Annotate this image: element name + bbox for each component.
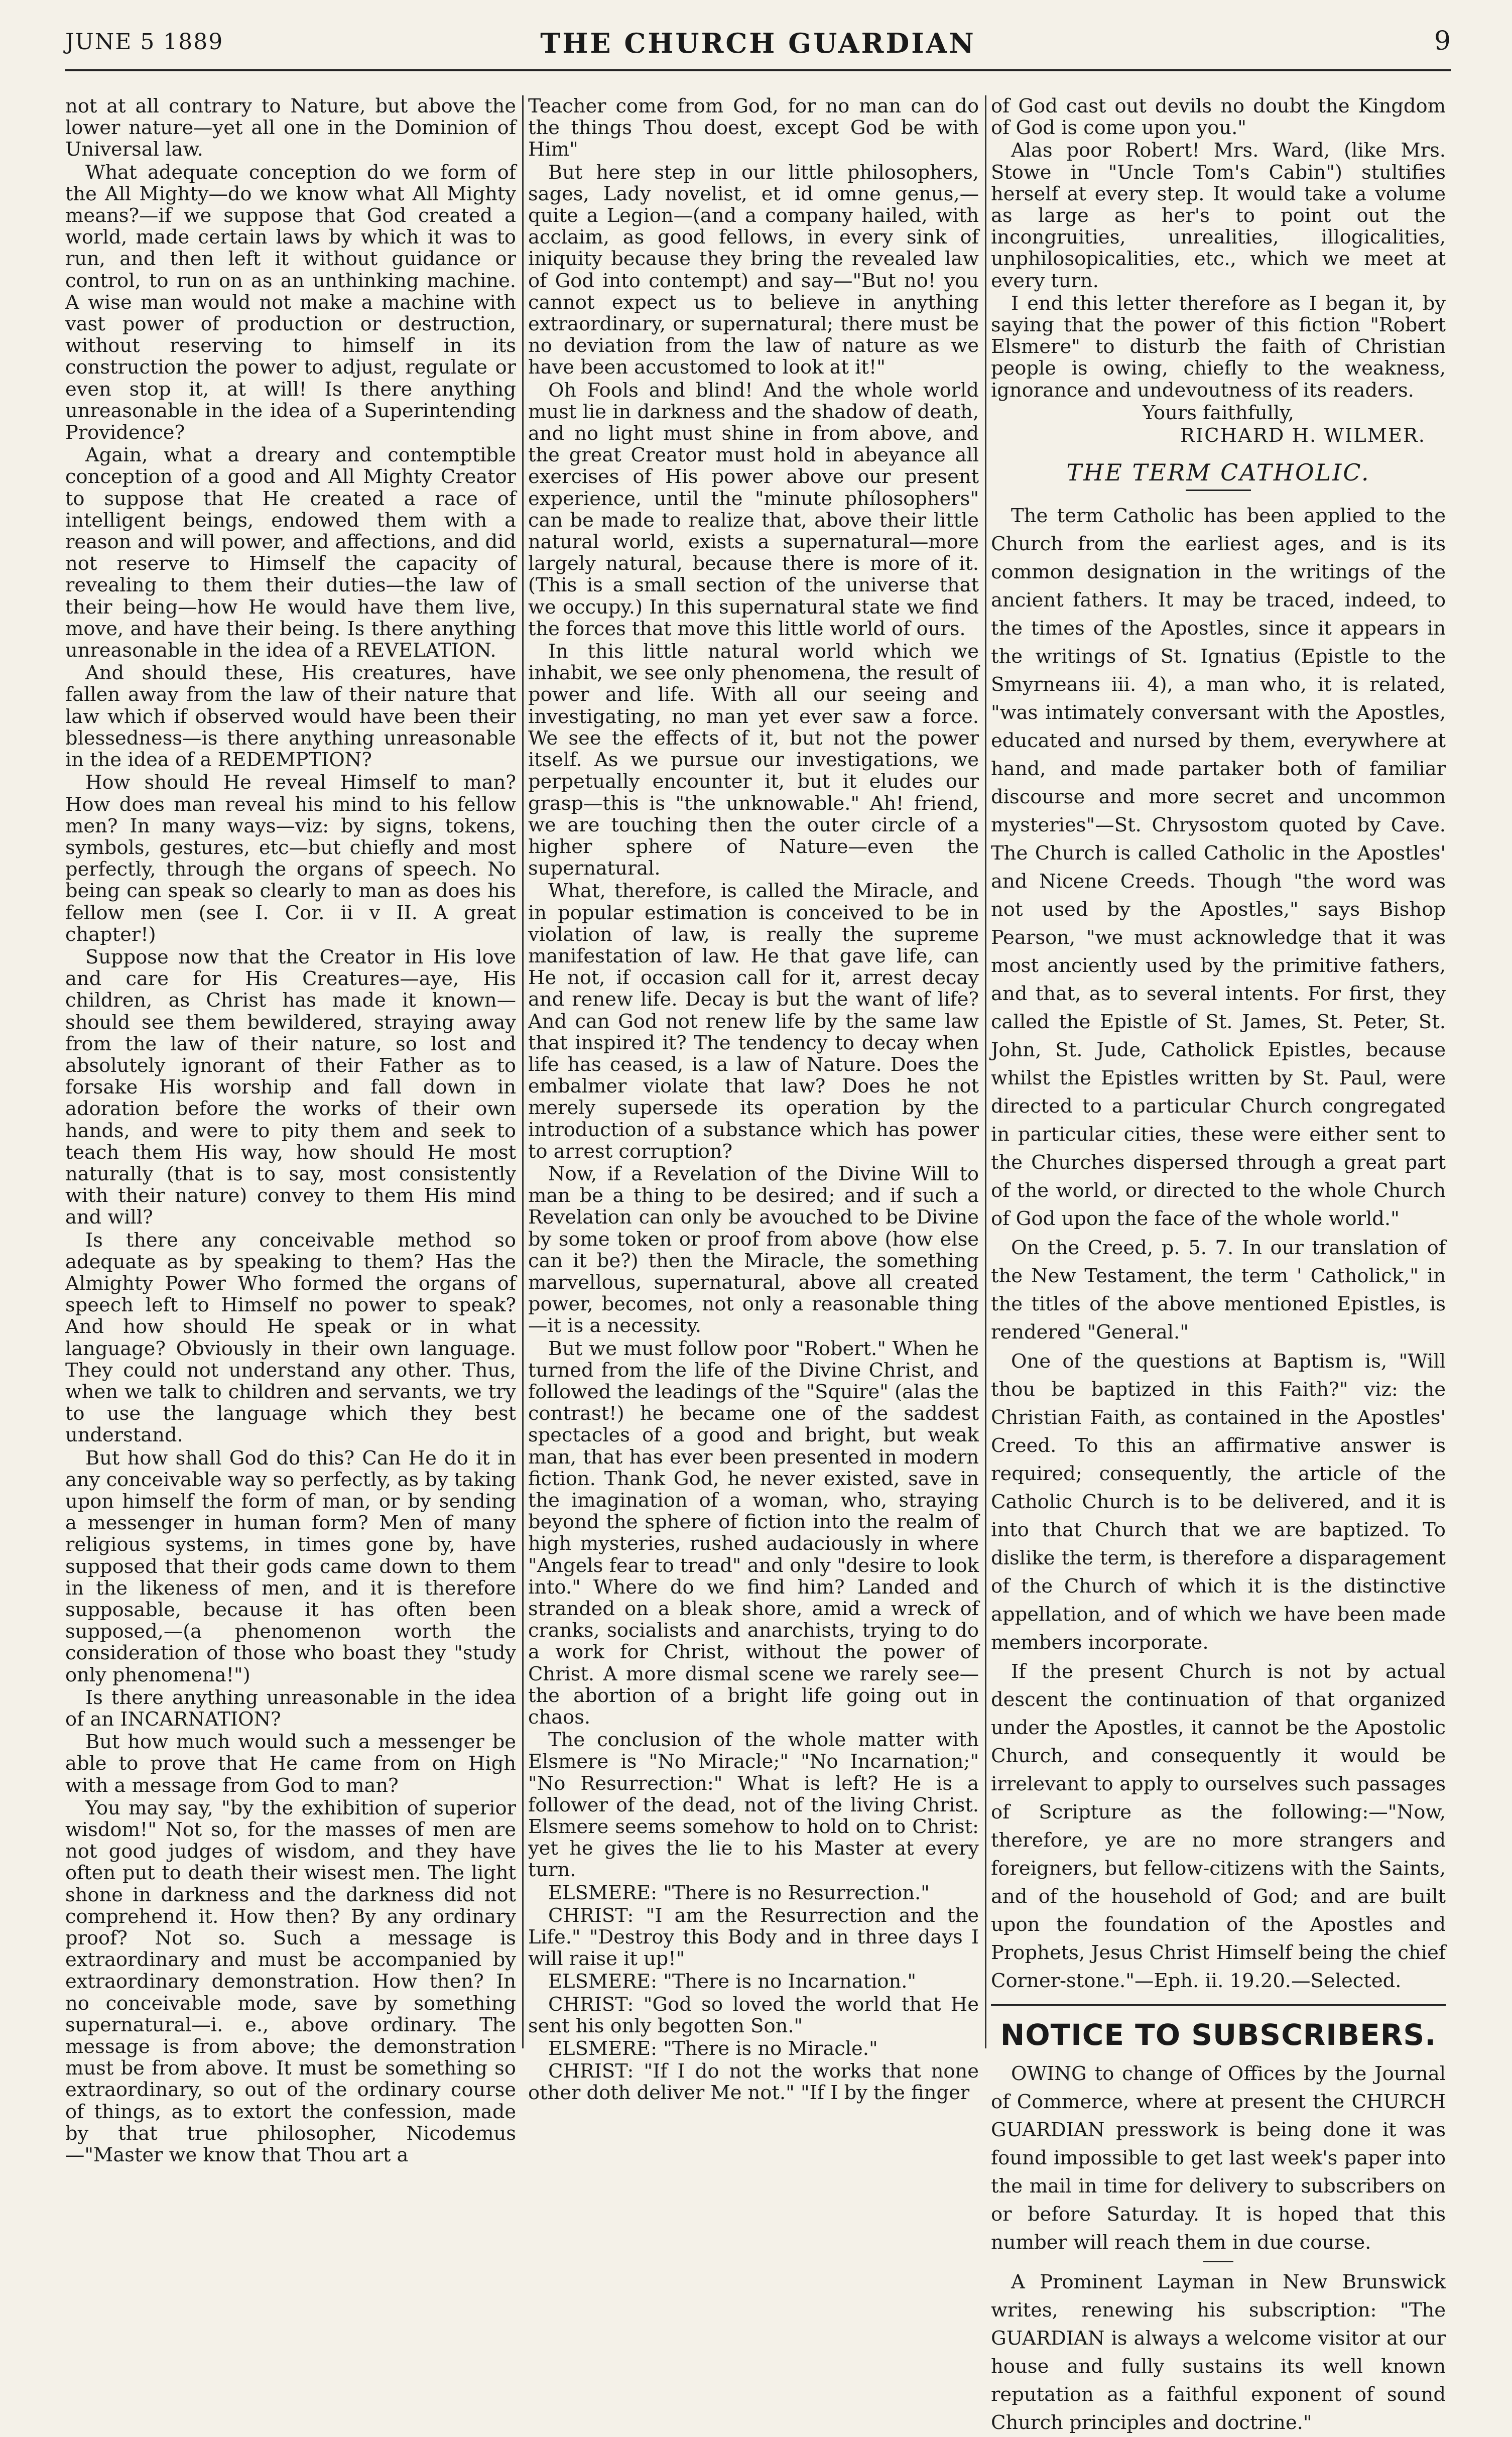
column-divider: [522, 95, 524, 2048]
column-3: [991, 95, 1446, 2434]
article-paragraph: You may say, "by the exhibition of superior wisdom!" Not so, for the masses of men are not good judges of wisdom, and they have often put to death their wisest men. The light shone in darkness and the darkness did not comprehend it. How then? By any ordinary proof? Not so. Such a message is extraordinary and must be accompanied by extraordinary demonstration. How then? In no conceivable mode, save by something supernatural—i. e., above ordinary. The message is from above; the demonstration must be from above. It must be something so extraordinary, so out of the ordinary course of things, as to extort the confession, made by that true philosopher, Nicodemus—"Master we know that Thou art a: [65, 1796, 516, 2167]
article-paragraph: But how much would such a messenger be able to prove that He came from on High with a message from God to man?: [65, 1731, 516, 1797]
section-rule: [1186, 490, 1251, 491]
article-paragraph: But we must follow poor "Robert." When he turned from the life of the Divine Christ, and followed the leadings of the "Squire" (alas the contrast!) he became one of the saddest spectacles of a good and bright, but weak man, that has ever been presented in modern fiction. Thank God, he never existed, save in the imagination of a woman, who, straying beyond the sphere of fiction into the realm of high mysteries, rushed audaciously in where "Angels fear to tread" and only "desire to look into." Where do we find him? Landed and stranded on a bleak shore, amid a wreck of cranks, socialists and anarchists, trying to do a work for Christ, without the power of Christ. A more dismal scene we rarely see—the abortion of a bright life going out in chaos.: [528, 1337, 979, 1729]
dialogue-line: CHRIST: "If I do not the works that none other doth deliver Me not." "If I by the finger: [528, 2060, 979, 2105]
article-paragraph: Again, what a dreary and contemptible conception of a good and All Mighty Creator to suppose that He created a race of intelligent beings, endowed them with a reason and will power, and affections, and did not reserve to Himself the capacity of revealing to them their duties—the law of their being—how He would have them live, move, and have their being. Is there anything unreasonable in the idea of a REVELATION.: [65, 444, 516, 662]
article-paragraph: But here step in our little philosophers, sages, Lady novelist, et id omne genus,—quite a Legion—(and a company hailed, with acclaim, as good fellows, in every sink of iniquity because they bring the revealed law of God into contempt) and say—"But no! you cannot expect us to believe in anything extraordinary, or supernatural; there must be no deviation from the law of nature as we have been accustomed to look at it!": [528, 161, 979, 379]
article-paragraph: What adequate conception do we form of the All Mighty—do we know what All Mighty means?—if we suppose that God created a world, made certain laws by which it was to run, and then left it without guidance or control, to run on as an unthinking machine. A wise man would not make a machine with vast power of production or destruction, without reserving to himself in its construction the power to adjust, regulate or even stop it, at will! Is there anything unreasonable in the idea of a Superintending Providence?: [65, 161, 516, 444]
article-paragraph: In this little natural world which we inhabit, we see only phenomena, the result of power and life. With all our seeing and investigating, no man yet ever saw a force. We see the effects of it, but not the power itself. As we pursue our investigations, we perpetually encounter it, but it eludes our grasp—this is "the unknowable." Ah! friend, we are touching then the outer circle of a higher sphere of Nature—even the supernatural.: [528, 640, 979, 880]
section-paragraph: On the Creed, p. 5. 7. In our translation of the New Testament, the term ' Catholick," in the titles of the above mentioned Epistles, is rendered "General.": [991, 1236, 1446, 1344]
article-paragraph: Now, if a Revelation of the Divine Will to man be a thing to be desired; and if such a Revelation can only be avouched to be Divine by some token or proof from above (how else can it be?) then the Miracle, the something marvellous, supernatural, above all created power, becomes, not only a reasonable thing—it is a necessity.: [528, 1162, 979, 1337]
section-paragraph: One of the questions at Baptism is, "Will thou be baptized in this Faith?" viz: the Christian Faith, as contained in the Apostles' Creed. To this an affirmative answer is required; consequently, the article of the Catholic Church is to be delivered, and it is into that Church that we are baptized. To dislike the term, is therefore a disparagement of the Church of which it is the distinctive appellation, and of which we have been made members incorporate.: [991, 1350, 1446, 1654]
column-divider: [985, 95, 986, 2048]
section-paragraph: The term Catholic has been applied to the Church from the earliest ages, and is its common designation in the writings of the ancient fathers. It may be traced, indeed, to the times of the Apostles, since it appears in the writings of St. Ignatius (Epistle to the Smyrneans iii. 4), a man who, it is related, "was intimately conversant with the Apostles, educated and nursed by them, everywhere at hand, and made partaker both of familiar discourse and more secret and uncommon mysteries"—St. Chrysostom quoted by Cave. The Church is called Catholic in the Apostles' and Nicene Creeds. Though "the word was not used by the Apostles," says Bishop Pearson, "we must acknowledge that it was most anciently used by the primitive fathers, and that, as to several intents. For first, they called the Epistle of St. James, St. Peter, St. John, St. Jude, Catholick Epistles, because whilst the Epistles written by St. Paul, were directed to a particular Church congregated in particular cities, these were either sent to the Churches dispersed through a great part of the world, or directed to the whole Church of God upon the face of the whole world.": [991, 504, 1446, 1230]
article-paragraph: of God cast out devils no doubt the Kingdom of God is come upon you.": [991, 95, 1446, 140]
notice-separator: [1203, 2261, 1233, 2262]
article-paragraph: I end this letter therefore as I began it, by saying that the power of this fiction "Robert Elsmere" to disturb the faith of Christian people is owing, chiefly to the weakness, ignorance and undevoutness of its readers.: [991, 292, 1446, 402]
article-paragraph: Oh Fools and blind! And the whole world must lie in darkness and the shadow of death, and no light must shine in from above, and the great Creator must hold in abeyance all exercises of His power above our present experience, until the "minute phílosophers" can be made to realize that, above their little natural world, exists a supernatural—more largely natural, because there is more of it. (This is a small section of the universe that we occupy.) In this supernatural state we find the forces that move this little world of ours.: [528, 379, 979, 640]
article-paragraph: Is there anything unreasonable in the idea of an INCARNATION?: [65, 1686, 516, 1731]
article-paragraph: What, therefore, is called the Miracle, and in popular estimation is conceived to be in violation of law, is really the supreme manifestation of law. He that gave life, can He not, if occasion call for it, arrest decay and renew life. Decay is but the want of life? And can God not renew life by the same law that inspired it? The tendency to decay when life has ceased, is a law of Nature. Does the embalmer violate that law? Does he not merely supersede its operation by the introduction of a substance which has power to arrest corruption?: [528, 880, 979, 1163]
article-paragraph: not at all contrary to Nature, but above the lower nature—yet all one in the Dominion of Universal law.: [65, 95, 516, 161]
section-title: THE TERM CATHOLIC.: [1066, 458, 1370, 486]
article-paragraph: And should these, His creatures, have fallen away from the law of their nature that law which if observed would have been their blessedness—is there anything unreasonable in the idea of a REDEMPTION?: [65, 662, 516, 772]
dialogue-line: CHRIST: "God so loved the world that He sent his only begotten Son.": [528, 1993, 979, 2037]
column-2: [528, 95, 979, 2105]
section-paragraph: If the present Church is not by actual descent the continuation of that organized under the Apostles, it cannot be the Apostolic Church, and consequently it would be irrelevant to apply to ourselves such passages of Scripture as the following:—"Now, therefore, ye are no more strangers and foreigners, but fellow-citizens with the Saints, and of the household of God; and are built upon the foundation of the Apostles and Prophets, Jesus Christ Himself being the chief Corner-stone."—Eph. ii. 19.20.—Selected.: [991, 1660, 1446, 1992]
dialogue-line: ELSMERE: "There is no Miracle.": [548, 2037, 878, 2060]
page-header: [65, 15, 1451, 90]
article-paragraph: But how shall God do this? Can He do it in any conceivable way so perfectly, as by taking upon himself the form of man, or by sending a messenger in human form? Men of many religious systems, in times gone by, have supposed that their gods came down to them in the likeness of men, and it is therefore supposable, because it has often been supposed,—(a phenomenon worth the consideration of those who boast they "study only phenomena!"): [65, 1446, 516, 1686]
dialogue-line: CHRIST: "I am the Resurrection and the Life." "Destroy this Body and in three days I will raise it up!": [528, 1904, 979, 1971]
issue-date: JUNE 5 1889: [65, 29, 224, 55]
notice-rule: [991, 2004, 1446, 2006]
article-paragraph: The conclusion of the whole matter with Elsmere is "No Miracle;" "No Incarnation;" "No Resurrection:" What is left? He is a follower of the dead, not of the living Christ. Elsmere seems somehow to hold on to Christ: yet he gives the lie to his Master at every turn.: [528, 1729, 979, 1882]
article-paragraph: Is there any conceivable method so adequate as by speaking to them? Has the Almighty Power Who formed the organs of speech left to Himself no power to speak? And how should He speak or in what language? Obviously in their own language. They could not understand any other. Thus, when we talk to children and servants, we try to use the language which they best understand.: [65, 1229, 516, 1447]
column-1: [65, 95, 516, 2167]
dialogue-line: ELSMERE: "There is no Incarnation.": [548, 1970, 917, 1993]
notice-paragraph: OWING to change of Offices by the Journal of Commerce, where at present the CHURCH GUARDIAN presswork is being done it was found impossible to get last week's paper into the mail in time for delivery to subscribers on or before Saturday. It is hoped that this number will reach them in due course.: [991, 2062, 1446, 2254]
notice-paragraph: A Prominent Layman in New Brunswick writes, renewing his subscription: "The GUARDIAN is always a welcome visitor at our house and fully sustains its well known reputation as a faithful exponent of sound Church principles and doctrine.": [991, 2270, 1446, 2434]
header-rule: [65, 69, 1451, 71]
newspaper-title: THE CHURCH GUARDIAN: [540, 27, 976, 59]
article-paragraph: Suppose now that the Creator in His love and care for His Creatures—aye, His children, as Christ has made it known—should see them bewildered, straying away from the law of their nature, so lost and absolutely ignorant of their Father as to forsake His worship and fall down in adoration before the works of their own hands, and were to pity them and seek to teach them His way, how should He most naturally (that is to say, most consistently with their nature) convey to them His mind and will?: [65, 945, 516, 1229]
notice-title: NOTICE TO SUBSCRIBERS.: [1000, 2017, 1437, 2052]
page-number: 9: [1434, 26, 1451, 56]
article-paragraph: Teacher come from God, for no man can do the things Thou doest, except God be with Him": [528, 95, 979, 161]
article-paragraph: How should He reveal Himself to man? How does man reveal his mind to his fellow men? In many ways—viz: by signs, tokens, symbols, gestures, etc—but chiefly and most perfectly, through the organs of speech. No being can speak so clearly to man as does his fellow men (see I. Cor. ii v II. A great chapter!): [65, 771, 516, 946]
article-paragraph: Alas poor Robert! Mrs. Ward, (like Mrs. Stowe in "Uncle Tom's Cabin") stultifies herself at every step. It would take a volume as large as her's to point out the incongruities, unrealities, illogicalities, unphilosopicalities, etc., which we meet at every turn.: [991, 139, 1446, 292]
letter-signoff: Yours faithfully,: [1143, 401, 1294, 424]
dialogue-line: ELSMERE: "There is no Resurrection.": [548, 1881, 930, 1904]
letter-signature: RICHARD H. WILMER.: [1180, 424, 1426, 447]
